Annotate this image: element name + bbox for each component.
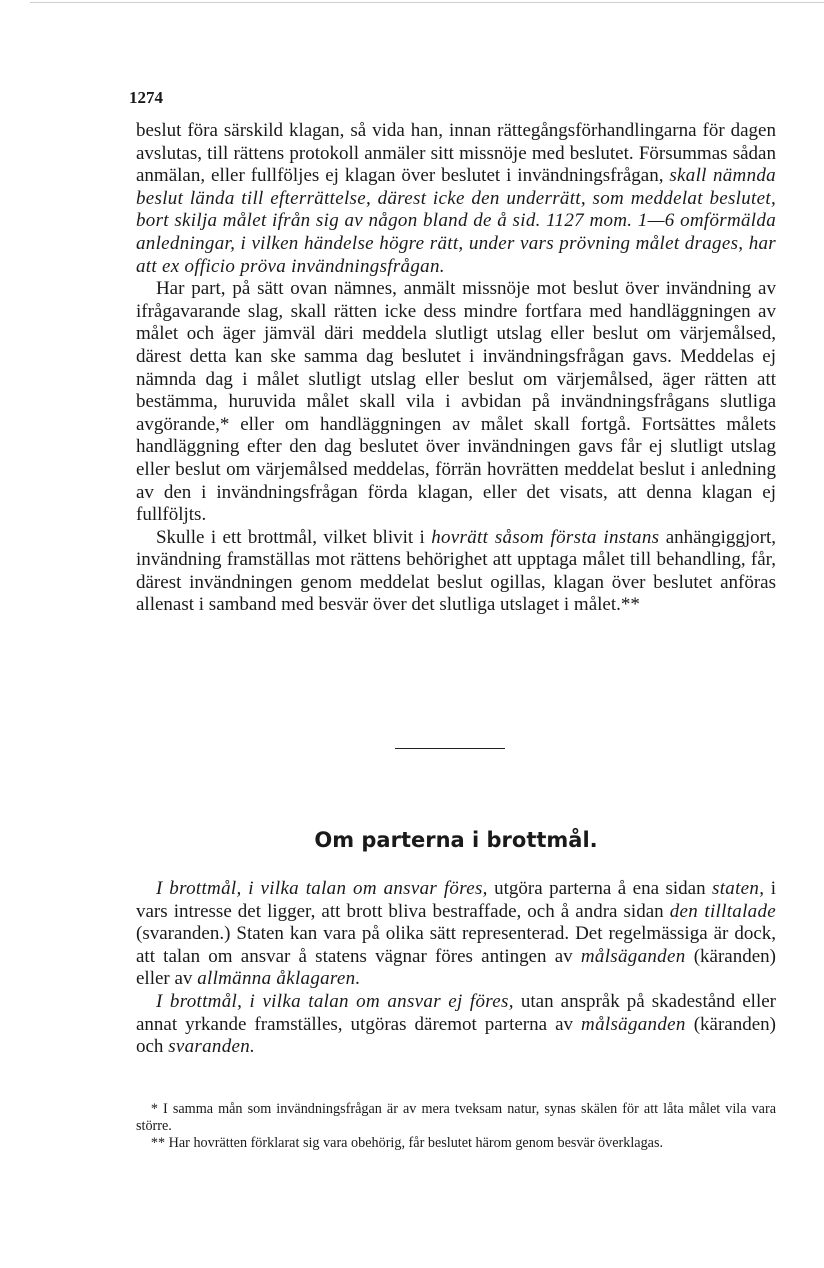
footnotes bbox=[136, 1101, 776, 1152]
italic-text-run: I brottmål, i vilka talan om ansvar ej föres, bbox=[155, 990, 514, 1012]
text-run: utan anspråk på skadestånd eller annat yrkande framställes, utgöras däremot parterna av bbox=[136, 990, 776, 1035]
paragraph-5 bbox=[136, 991, 776, 1059]
section-title: Om parterna i brottmål. bbox=[314, 828, 598, 852]
italic-text-run: staten, bbox=[712, 878, 765, 899]
section-divider bbox=[395, 748, 505, 749]
italic-text-run: allmänna åklagaren. bbox=[197, 968, 361, 990]
text-run: utgöra parterna å ena sidan bbox=[487, 878, 713, 899]
italic-text-run: svaranden. bbox=[168, 1036, 256, 1058]
text-run: beslut föra särskild klagan, så vida han, innan rättegångsförhandlingarna för dagen avslutas, till rättens protokoll anmäler sitt missnöje med beslutet. Försummas sådan anmälan, eller fullföljes ej klagan över beslutet i invändningsfrågan, bbox=[136, 120, 776, 187]
page-number: 1274 bbox=[129, 88, 163, 107]
text-run: anhängiggjort, invändning framställas mot rättens behörighet att upptaga målet till behandling, får, därest invändningen genom meddelat beslut ogillas, klagan över beslutet anföras allenast i samband med besvär över det slutliga utslaget i målet.** bbox=[136, 526, 776, 616]
paragraph-2 bbox=[136, 278, 776, 527]
paragraph-3 bbox=[136, 527, 776, 617]
paragraph-4 bbox=[136, 878, 776, 991]
footnote-1: * I samma mån som invändningsfrågan är av mera tveksam natur, synas skälen för att låta målet vila vara större. bbox=[136, 1101, 776, 1134]
italic-text-run: hovrätt såsom första instans bbox=[431, 526, 660, 548]
italic-text-run: målsäganden bbox=[580, 945, 686, 967]
text-run: (käranden) och bbox=[136, 1013, 777, 1058]
body-text-section bbox=[136, 878, 776, 1059]
text-run: Har part, på sätt ovan nämnes, anmält missnöje mot beslut över invändning av ifrågavarande slag, skall rätten icke dess mindre fortfara med handläggningen av målet och äger jämväl däri meddela slutligt utslag eller beslut om värjemålsed, därest detta kan ske samma dag beslutet i invändningsfrågan gavs. Meddelas ej nämnda dag i målet slutligt utslag eller beslut om värjemålsed, äger rätten att bestämma, huruvida målet skall vila i avbidan på invändningsfrågans slutliga avgörande,* eller om handläggningen av målet skall fortgå. Fortsättes målets handläggning efter den dag beslutet över invändningen gavs får ej slutligt utslag eller beslut om värjemålsed meddelas, förrän hovrätten meddelat beslut i anledning av den i invändningsfrågan förda klagan, eller det visats, att denna klagan ej fullföljts. bbox=[136, 278, 776, 526]
page-top-edge bbox=[30, 2, 824, 3]
italic-text-run: den tilltalade bbox=[669, 900, 776, 922]
paragraph-1 bbox=[136, 120, 776, 278]
text-run: (käranden) eller av bbox=[136, 945, 777, 990]
italic-text-run: I brottmål, i vilka talan om ansvar föres, bbox=[155, 878, 488, 899]
italic-text-run: skall nämnda beslut lända till efterrättelse, därest icke den underrätt, som meddelat beslutet, bort skilja målet ifrån sig av någon bland de å sid. 1127 mom. 1—6 omförmälda anledningar, i vilken händelse högre rätt, under vars prövning målet drages, har att ex officio pröva invändningsfrågan. bbox=[136, 165, 776, 277]
text-run: i vars intresse det ligger, att brott bliva bestraffade, och å andra sidan bbox=[136, 878, 777, 922]
italic-text-run: målsäganden bbox=[581, 1013, 686, 1035]
footnote-2: ** Har hovrätten förklarat sig vara obehörig, får beslutet härom genom besvär överklagas. bbox=[150, 1135, 664, 1151]
body-text-top bbox=[136, 120, 776, 617]
text-run: (svaranden.) Staten kan vara på olika sätt representerad. Det regelmässiga är dock, att talan om ansvar å statens vägnar föres antingen av bbox=[136, 923, 776, 967]
text-run: Skulle i ett brottmål, vilket blivit i bbox=[155, 526, 432, 548]
